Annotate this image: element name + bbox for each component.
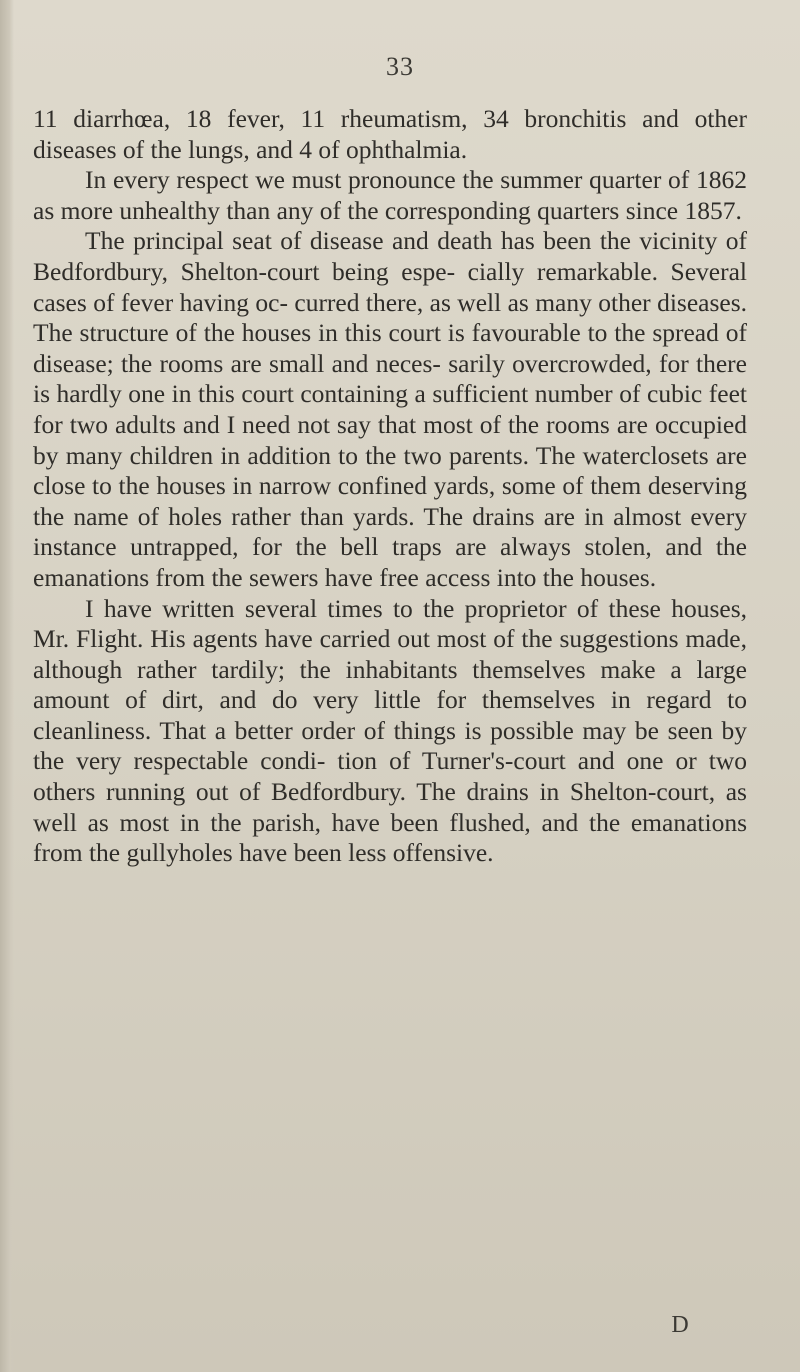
paragraph-3: The principal seat of disease and death has been the vicinity of Bedfordbury, Shelton-court being espe- cially remarkable. Several cases of fever having oc- curred there, as well as many other diseases. The structure of the houses in this court is favourable to the spread of disease; the rooms are small and neces- sarily overcrowded, for there is hardly one in this court containing a sufficient number of cubic feet for two adults and I need not say that most of the rooms are occupied by many children in addition to the two parents. The waterclosets are close to the houses in narrow confined yards, some of them deserving the name of holes rather than yards. The drains are in almost every instance untrapped, for the bell traps are always stolen, and the emanations from the sewers have free access into the houses.: [33, 226, 747, 592]
body-text: [33, 104, 747, 869]
paragraph-1: 11 diarrhœa, 18 fever, 11 rheumatism, 34 bronchitis and other diseases of the lungs, and 4 of ophthalmia.: [33, 104, 747, 164]
signature-mark: D: [671, 1312, 689, 1338]
page-number: 33: [386, 52, 414, 81]
paragraph-2: In every respect we must pronounce the summer quarter of 1862 as more unhealthy than any of the corresponding quarters since 1857.: [33, 165, 747, 225]
binding-edge: [0, 0, 14, 1372]
paragraph-4: I have written several times to the proprietor of these houses, Mr. Flight. His agents have carried out most of the suggestions made, although rather tardily; the inhabitants themselves make a large amount of dirt, and do very little for themselves in regard to cleanliness. That a better order of things is possible may be seen by the very respectable condi- tion of Turner's-court and one or two others running out of Bedfordbury. The drains in Shelton-court, as well as most in the parish, have been flushed, and the emanations from the gullyholes have been less offensive.: [33, 593, 747, 868]
